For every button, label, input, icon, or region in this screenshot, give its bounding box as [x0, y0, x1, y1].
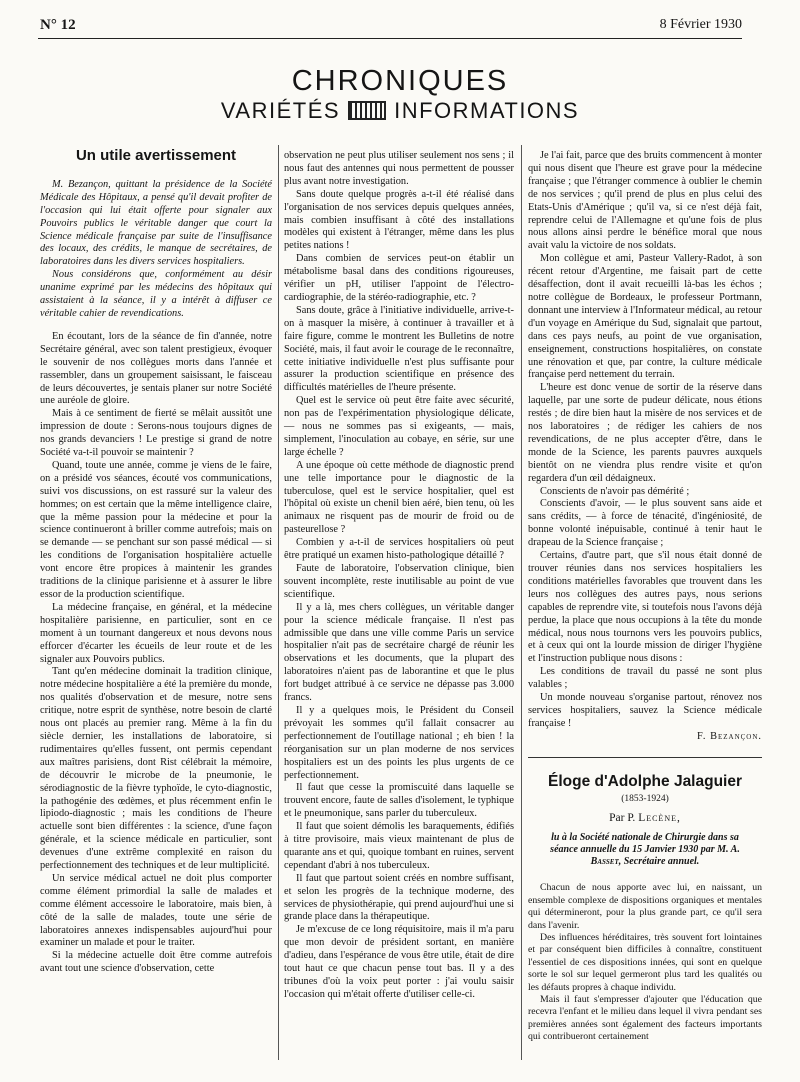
body-paragraph: L'heure est donc venue de sortir de la réserve dans laquelle, par une sorte de pudeur délicate, nous étions restés ; de dire bien haut la misère de nos services et de nos laboratoires ; de rédiger les cahiers de nos revendications, de ne plus accepter d'être, dans le monde de la Science, les parents pauvres auxquels bientôt on ne viendra plus rendre visite et qu'on regardera d'un œil dédaigneux.: [528, 382, 762, 484]
body-paragraph: Faute de laboratoire, l'observation clinique, bien souvent incomplète, reste inutilisable au point de vue scientifique.: [284, 563, 514, 600]
body-paragraph: Combien y a-t-il de services hospitaliers où peut être pratiqué un examen histo-pathologique détaillé ?: [284, 537, 514, 562]
body-paragraph: En écoutant, lors de la séance de fin d'année, notre Secrétaire général, avec son talent prestigieux, évoquer le souvenir de nos collègues morts dans l'année et rassembler, dans un groupement saisissant, le faisceau de leurs découvertes, je sentais planer sur notre Société une auréole de gloire.: [40, 330, 272, 407]
body-paragraph: Il faut que soient démolis les baraquements, édifiés à titre provisoire, mais vieux maintenant de plus de quarante ans et qui, quoique tombant en ruines, servent cependant d'abri à nos tuberculeux.: [284, 821, 514, 871]
issue-number: N° 12: [40, 17, 76, 33]
body-paragraph: Conscients d'avoir, — le plus souvent sans aide et sans crédits, — à force de ténacité, d'ingéniosité, de bonne volonté inépuisable, continué à tenir haut le drapeau de la Science française ;: [528, 498, 762, 549]
note-main: lu à la Société nationale de Chirurgie dans sa séance annuelle du 15 Janvier 1930 par: [550, 832, 739, 856]
masthead-varietes: VARIÉTÉS: [220, 98, 341, 123]
note-reader: M. A. Basset,: [590, 844, 740, 868]
byline-prefix: Par P.: [609, 811, 636, 824]
body-paragraph: Quel est le service où peut être faite avec sécurité, non pas de l'expérimentation physiologique délicate, — nous ne sommes pas si exigeants, — mais, simplement, l'inoculation au cobaye, en série, sur une large échelle ?: [284, 395, 514, 458]
intro-paragraph: M. Bezançon, quittant la présidence de la Société Médicale des Hôpitaux, a pensé qu'il devait profiter de l'occasion qui lui était offerte pour signaler aux Pouvoirs publics le véritable danger que court la Science médicale française par suite de l'insuffisance des locaux, des crédits, le manque de secrétaires, de laboratoires dans les divers services hospitaliers.: [40, 178, 272, 268]
column-1: [40, 147, 272, 976]
body-paragraph: Sans doute quelque progrès a-t-il été réalisé dans l'organisation de nos services depuis quelques années, mais combien insuffisant à côté des installations modèles qui existent à l'étranger, même dans les plus petites nations !: [284, 188, 514, 252]
byline-author: Lecène,: [638, 811, 681, 824]
eloge-byline: [528, 812, 762, 825]
column-2: [284, 150, 514, 1002]
column-rule-1: [278, 145, 279, 1060]
body-paragraph: Je l'ai fait, parce que des bruits commencent à monter qui nous disent que l'heure est grave pour la médecine française ; que l'étranger commence à oublier le chemin de nos services ; qu'il prend de plus en plus celui des Etats-Unis d'Amérique ; qu'il va, si ce n'est déjà fait, reprendre celui de l'Allemagne et qu'une fois de plus nous allons ainsi perdre le bénéfice moral que nous avait valu la victoire de nos soldats.: [528, 150, 762, 252]
eloge-note: [538, 832, 752, 868]
body-paragraph: Il y a quelques mois, le Président du Conseil prévoyait les sommes qu'il fallait consacrer au perfectionnement de l'outillage national ; eh bien ! la réorganisation sur un plan moderne de nos services hospitaliers est un des points les plus urgents de ce perfectionnement.: [284, 704, 514, 781]
body-paragraph: Sans doute, grâce à l'initiative individuelle, arrive-t-on à masquer la misère, à continuer à travailler et à faire figure, comme le montrent les Bulletins de notre Société, mais, il faut avoir le courage de le reconnaître, cette initiative individuelle n'est plus suffisante pour assurer la production scientifique en présence des difficultés matérielles de l'heure présente.: [284, 304, 514, 394]
body-paragraph: Conscients de n'avoir pas démérité ;: [540, 485, 690, 497]
column-rule-2: [521, 145, 522, 1060]
body-paragraph: Il y a là, mes chers collègues, un véritable danger pour la science médicale française. Il n'est pas admissible que dans une ville comme Paris un service hospitalier n'ait pas de secrétaire chargé de réunir les observations et les documents, que la plupart des laboratoires n'aient pas de laborantine et que le plus fort budget attribué à ce service ne dépasse pas 3.000 francs.: [284, 601, 514, 704]
body-paragraph: Les conditions de travail du passé ne sont plus valables ;: [528, 666, 762, 691]
masthead-informations: INFORMATIONS: [394, 98, 580, 123]
eloge-dates: (1853-1924): [621, 793, 669, 804]
body-paragraph: Chacun de nous apporte avec lui, en naissant, un ensemble complexe de dispositions organiques et mentales qui détermineront, pour la plus grande part, ce qu'il sera dans l'avenir.: [528, 882, 762, 931]
article-title: Un utile avertissement: [75, 147, 237, 164]
body-paragraph: Quand, toute une année, comme je viens de le faire, on a présidé vos séances, écouté vos communications, suivi vos discussions, on est rassuré sur la valeur des hommes; on est certain que la même intelligence claire, que la même passion pour la médecine et pour la science continueront à briller comme autrefois; mais on se demande — se penchant sur son passé médical — si les conditions de l'organisation hospitalière actuelle vont encore être propices à maintenir les grandes traditions de la clinique parisienne et à assurer le libre essor de la production scientifique.: [40, 459, 272, 600]
body-paragraph: Mon collègue et ami, Pasteur Vallery-Radot, à son récent retour d'Argentine, me faisait part de cette désaffection, dont il avait recueilli là-bas les échos ; notre collègue de Bordeaux, le professeur Portmann, donnant une interview à l'Informateur médical, au retour d'un voyage en Amérique du Sud, signalait que partout, dans ces pays neufs, au point de vue organisation, enseignement, constructions hospitalières, on constate une rénovation et que, par contre, la culture médicale française perd nettement du terrain.: [528, 253, 762, 381]
eloge-body: [528, 882, 762, 1043]
article-intro: [40, 179, 272, 321]
body-paragraph: Dans combien de services peut-on établir un métabolisme basal dans des conditions rigoureuses, vérifier un pH, utiliser l'appoint de l'électro-cardiographie, de la stéréo-radiographie, etc. ?: [284, 253, 514, 303]
signature-text: F. Bezançon.: [696, 730, 762, 742]
body-paragraph: Je m'excuse de ce long réquisitoire, mais il m'a paru que mon devoir de président sortant, en manière d'adieu, dans l'espérance de vous être utile, était de dire tout haut ce que chacun pense tout bas. Il y a des tribunes d'où la voix peut porter : j'ai voulu saisir l'occasion qui m'était offerte d'utiliser celle-ci.: [284, 924, 514, 1000]
article-eloge: [528, 757, 762, 1044]
column-3: [528, 150, 762, 1044]
body-paragraph: La médecine française, en général, et la médecine hospitalière parisienne, en particulier, sont en ce moment à un tournant dangereux et nous devons nous efforcer d'écarter les écueils de leur route et de les signaler aux Pouvoirs publics.: [40, 601, 272, 665]
issue-date: 8 Février 1930: [659, 17, 742, 32]
body-paragraph: Mais à ce sentiment de fierté se mêlait aussitôt une impression de doute : Serons-nous toujours dignes de nos grands devanciers ! Le prestige si grand de notre Société va-t-il pouvoir se maintenir ?: [40, 408, 272, 459]
signature: [528, 731, 762, 744]
note-suffix: Secrétaire annuel.: [623, 856, 700, 868]
body-paragraph: observation ne peut plus utiliser seulement nos sens ; il nous faut des antennes qui nous permettent de pousser plus avant notre investigation.: [284, 150, 514, 187]
ornament-icon: [348, 101, 386, 120]
eloge-title: Éloge d'Adolphe Jalaguier: [547, 772, 743, 790]
body-paragraph: Certains, d'autre part, que s'il nous était donné de trouver réunies dans nos services hospitaliers les conditions matérielles favorables que trouvent dans les leurs nos collègues des autres pays, nous serions capables de reprendre vite, si toutefois nous l'avons déjà perdue, la place que nous occupions à la tête du monde médical, nous nous tournons vers les pouvoirs publics, et à ceux qui ont la lourde mission de diriger l'hygiène et l'instruction publique nous disons :: [528, 550, 762, 665]
body-paragraph: A une époque où cette méthode de diagnostic prend une telle importance pour le diagnostic de la tuberculose, quel est le service hospitalier, quel est l'hôpital où existe un chenil bien aéré, bien tenu, où les animaux ne risquent pas de mourir de froid ou de pasteurellose ?: [284, 459, 514, 536]
intro-paragraph: Nous considérons que, conformément au désir unanime exprimé par les médecins des hôpitaux qui assistaient à la séance, il y a intérêt à diffuser ce véritable cahier de revendications.: [40, 269, 272, 319]
body-paragraph: Mais il faut s'empresser d'ajouter que l'éducation que recevra l'enfant et le milieu dans lequel il vivra pendant ses premières années sont également des facteurs importants qui contribueront certainement: [528, 994, 762, 1043]
masthead-subtitle: [0, 98, 800, 124]
body-paragraph: Si la médecine actuelle doit être comme autrefois avant tout une science d'observation, cette: [40, 950, 272, 975]
masthead-chroniques: CHRONIQUES: [291, 65, 509, 97]
body-paragraph: Il faut que partout soient créés en nombre suffisant, et selon les progrès de la technique moderne, des services de physiothérapie, qui prend aujourd'hui une si grande place dans la thérapeutique.: [284, 872, 514, 923]
body-paragraph: Il faut que cesse la promiscuité dans laquelle se trouvent encore, faute de salles d'isolement, le typhique et le pneumonique, sans parler du tuberculeux.: [284, 782, 514, 820]
header-rule: [38, 38, 742, 39]
body-paragraph: Un service médical actuel ne doit plus comporter comme élément primordial la salle de malades et comme élément accessoire le laboratoire, mais bien, à côté de la salle de malades, toute une série de laboratoires annexes indispensables aujourd'hui pour examiner un malade et pour le traiter.: [40, 872, 272, 949]
body-paragraph: Tant qu'en médecine dominait la tradition clinique, notre médecine hospitalière a été la première du monde, nos qualités d'observation et de mesure, notre sens critique, notre esprit de synthèse, notre besoin de clarté nous ont placés au premier rang. Même à la fin du siècle dernier, les installations de laboratoire, si rudimentaires qu'elles fussent, ont permis cependant aux maîtres parisiens, dont Rist célébrait la mémoire, de découvrir le microbe de la pneumonie, le sérodiagnostic de la fièvre typhoïde, le cyto-diagnostic, la pathogénie des œdèmes, et plus récemment enfin le lipiodo-diagnostic ; mais les conditions de l'heure actuelle sont bien différentes : la science, d'une façon générale, et la science médicale en particulier, sont devenues d'une extrême complexité en raison du perfectionnement des techniques et de leur multiplicité.: [40, 666, 272, 872]
body-paragraph: Un monde nouveau s'organise partout, rénovez nos services hospitaliers, sauvez la Science médicale française !: [528, 692, 762, 729]
body-paragraph: Des influences héréditaires, très souvent fort lointaines et par conséquent bien difficiles à connaître, constituent l'essentiel de ces dispositions innées, qui sont en quelque sorte le sol sur lequel germeront plus tard les qualités ou les défauts propres à chaque individu.: [528, 932, 762, 993]
